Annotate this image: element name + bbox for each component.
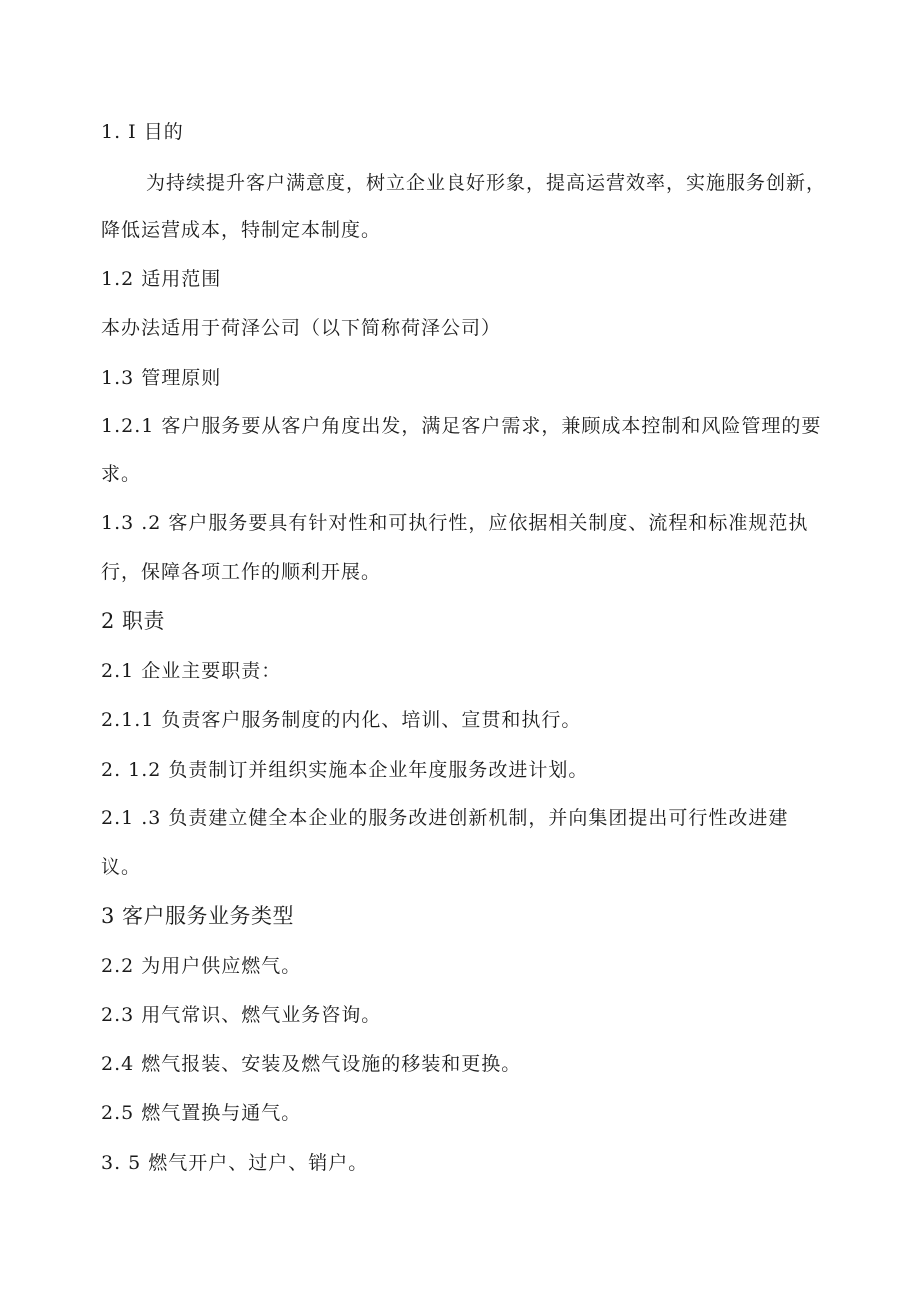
section-heading-duties: 2 职责	[101, 609, 166, 633]
paragraph-line: 行，保障各项工作的顺利开展。	[101, 561, 382, 583]
paragraph-line: 2.1 企业主要职责：	[101, 660, 282, 682]
paragraph-line: 3. 5 燃气开户、过户、销户。	[101, 1152, 369, 1174]
paragraph-line: 1.2.1 客户服务要从客户角度出发，满足客户需求，兼顾成本控制和风险管理的要	[101, 415, 822, 437]
paragraph-line: 本办法适用于荷泽公司（以下简称荷泽公司）	[101, 317, 502, 339]
paragraph-line: 2.1 .3 负责建立健全本企业的服务改进创新机制，并向集团提出可行性改进建	[101, 807, 789, 829]
section-heading-scope: 1.2 适用范围	[101, 268, 222, 290]
section-heading-principles: 1.3 管理原则	[101, 367, 222, 389]
paragraph-line: 1.3 .2 客户服务要具有针对性和可执行性，应依据相关制度、流程和标准规范执	[101, 512, 809, 534]
paragraph-line: 议。	[101, 856, 142, 878]
paragraph-line: 求。	[101, 463, 142, 485]
paragraph-line: 2.3 用气常识、燃气业务咨询。	[101, 1004, 382, 1026]
paragraph-line: 2.1.1 负责客户服务制度的内化、培训、宣贯和执行。	[101, 709, 582, 731]
paragraph-line: 2.4 燃气报装、安装及燃气设施的移装和更换。	[101, 1053, 522, 1075]
section-heading-purpose: 1. I 目的	[101, 121, 184, 143]
paragraph-line: 降低运营成本，特制定本制度。	[101, 219, 382, 241]
paragraph-line: 为持续提升客户满意度，树立企业良好形象，提高运营效率，实施服务创新，	[146, 172, 827, 194]
paragraph-line: 2.5 燃气置换与通气。	[101, 1102, 302, 1124]
paragraph-line: 2.2 为用户供应燃气。	[101, 955, 302, 977]
paragraph-line: 2. 1.2 负责制订并组织实施本企业年度服务改进计划。	[101, 759, 589, 781]
section-heading-service-types: 3 客户服务业务类型	[101, 904, 295, 928]
